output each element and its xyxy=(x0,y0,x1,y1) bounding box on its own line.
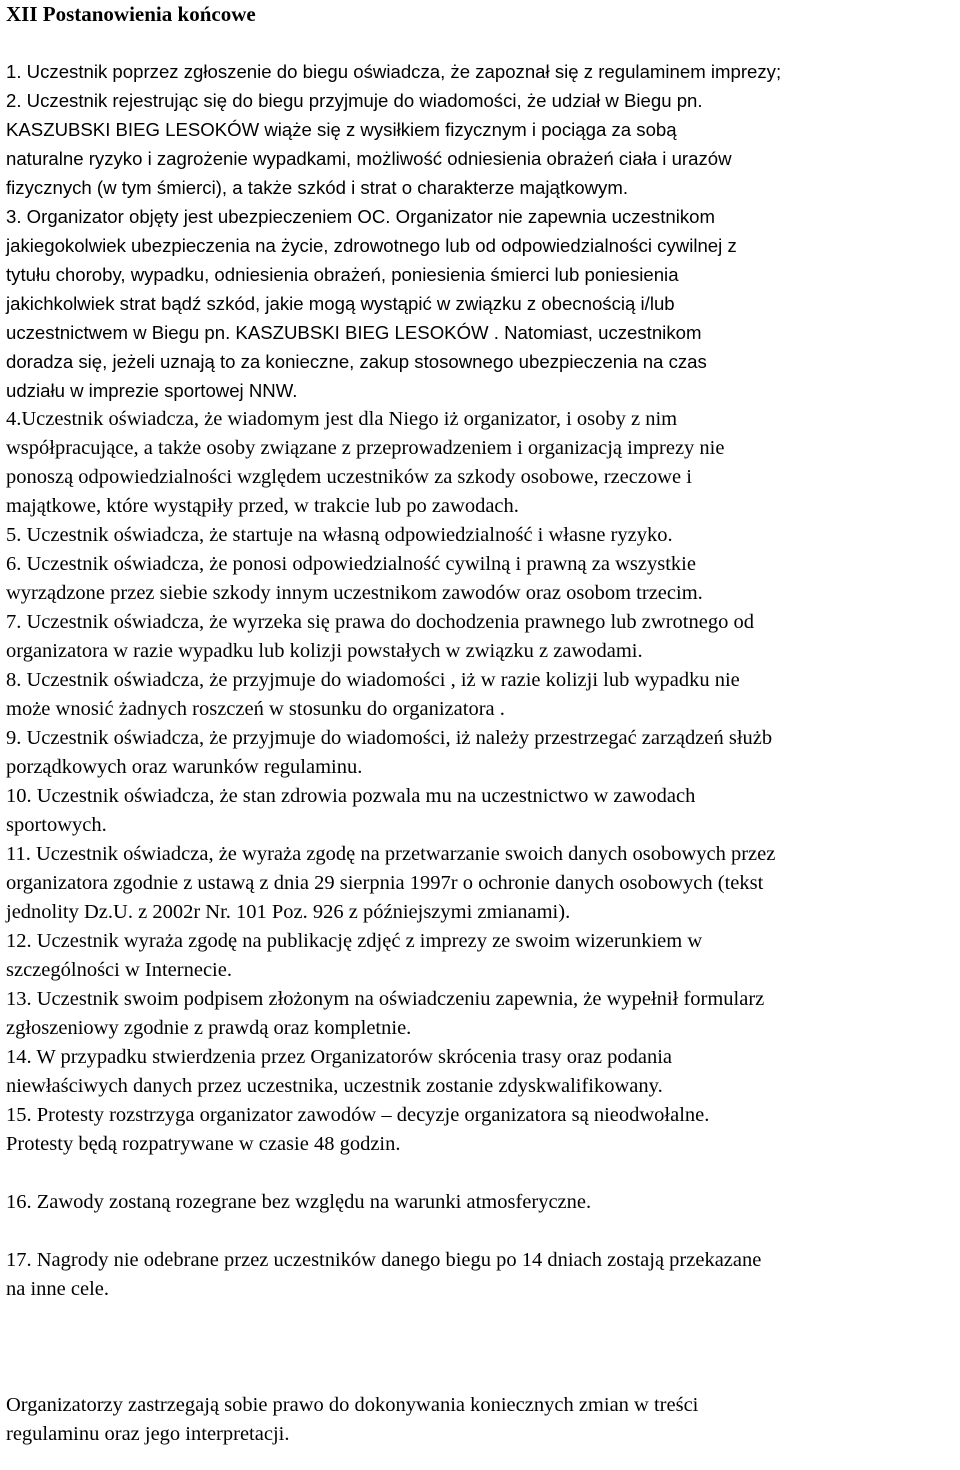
text-line: 4.Uczestnik oświadcza, że wiadomym jest dla Niego iż organizator, i osoby z nim xyxy=(6,408,678,430)
text-line: organizatora zgodnie z ustawą z dnia 29 sierpnia 1997r o ochronie danych osobowych (tekst xyxy=(6,872,764,894)
text-line: 12. Uczestnik wyraża zgodę na publikację zdjęć z imprezy ze swoim wizerunkiem w xyxy=(6,930,703,952)
text-line: zgłoszeniowy zgodnie z prawdą oraz kompletnie. xyxy=(6,1017,412,1039)
text-line: jakichkolwiek strat bądź szkód, jakie mogą wystąpić w związku z obecnością i/lub xyxy=(6,293,675,314)
text-line: 17. Nagrody nie odebrane przez uczestników danego biegu po 14 dniach zostają przekazane xyxy=(6,1249,762,1271)
text-line: 5. Uczestnik oświadcza, że startuje na własną odpowiedzialność i własne ryzyko. xyxy=(6,524,673,546)
text-line: Organizatorzy zastrzegają sobie prawo do dokonywania koniecznych zmian w treści xyxy=(6,1394,699,1416)
section-title: XII Postanowienia końcowe xyxy=(6,2,256,26)
text-line: wyrządzone przez siebie szkody innym uczestnikom zawodów oraz osobom trzecim. xyxy=(6,582,703,604)
text-line: 16. Zawody zostaną rozegrane bez względu na warunki atmosferyczne. xyxy=(6,1191,592,1213)
blank-gap xyxy=(6,1304,956,1391)
text-line: porządkowych oraz warunków regulaminu. xyxy=(6,756,363,778)
text-line: organizatora w razie wypadku lub kolizji powstałych w związku z zawodami. xyxy=(6,640,643,662)
text-line: na inne cele. xyxy=(6,1278,110,1300)
text-line: 9. Uczestnik oświadcza, że przyjmuje do wiadomości, iż należy przestrzegać zarządzeń służb xyxy=(6,727,773,749)
text-line: 8. Uczestnik oświadcza, że przyjmuje do wiadomości , iż w razie kolizji lub wypadku nie xyxy=(6,669,740,691)
text-line: 11. Uczestnik oświadcza, że wyraża zgodę na przetwarzanie swoich danych osobowych przez xyxy=(6,843,776,865)
blank-line xyxy=(6,1159,956,1188)
text-line: sportowych. xyxy=(6,814,107,836)
text-line: ponoszą odpowiedzialności względem uczestników za szkody osobowe, rzeczowe i xyxy=(6,466,692,488)
text-line: 3. Organizator objęty jest ubezpieczeniem OC. Organizator nie zapewnia uczestnikom xyxy=(6,206,715,227)
document-page xyxy=(6,0,956,1449)
text-line: niewłaściwych danych przez uczestnika, uczestnik zostanie zdyskwalifikowany. xyxy=(6,1075,663,1097)
text-line: szczególności w Internecie. xyxy=(6,959,232,981)
text-line: 6. Uczestnik oświadcza, że ponosi odpowiedzialność cywilną i prawną za wszystkie xyxy=(6,553,696,575)
blank-line xyxy=(6,1217,956,1246)
text-line: 14. W przypadku stwierdzenia przez Organizatorów skrócenia trasy oraz podania xyxy=(6,1046,672,1068)
text-line: uczestnictwem w Biegu pn. KASZUBSKI BIEG LESOKÓW . Natomiast, uczestnikom xyxy=(6,322,702,343)
text-line: majątkowe, które wystąpiły przed, w trakcie lub po zawodach. xyxy=(6,495,519,517)
text-line: 7. Uczestnik oświadcza, że wyrzeka się prawa do dochodzenia prawnego lub zwrotnego od xyxy=(6,611,754,633)
text-line: 13. Uczestnik swoim podpisem złożonym na oświadczeniu zapewnia, że wypełnił formularz xyxy=(6,988,765,1010)
text-line: 15. Protesty rozstrzyga organizator zawodów – decyzje organizatora są nieodwołalne. xyxy=(6,1104,710,1126)
text-line: Protesty będą rozpatrywane w czasie 48 godzin. xyxy=(6,1133,401,1155)
text-line: jednolity Dz.U. z 2002r Nr. 101 Poz. 926 z późniejszymi zmianami). xyxy=(6,901,571,923)
text-line: KASZUBSKI BIEG LESOKÓW wiąże się z wysiłkiem fizycznym i pociąga za sobą xyxy=(6,119,677,140)
text-line: współpracujące, a także osoby związane z przeprowadzeniem i organizacją imprezy nie xyxy=(6,437,725,459)
text-line: 1. Uczestnik poprzez zgłoszenie do biegu oświadcza, że zapoznał się z regulaminem imprezy; xyxy=(6,61,782,82)
text-line: udziału w imprezie sportowej NNW. xyxy=(6,380,298,401)
text-line: jakiegokolwiek ubezpieczenia na życie, zdrowotnego lub od odpowiedzialności cywilnej z xyxy=(6,235,737,256)
document-body xyxy=(6,57,956,1449)
spacer xyxy=(6,29,956,57)
text-line: 10. Uczestnik oświadcza, że stan zdrowia pozwala mu na uczestnictwo w zawodach xyxy=(6,785,696,807)
text-line: tytułu choroby, wypadku, odniesienia obrażeń, poniesienia śmierci lub poniesienia xyxy=(6,264,679,285)
text-line: może wnosić żadnych roszczeń w stosunku do organizatora . xyxy=(6,698,505,720)
text-line: naturalne ryzyko i zagrożenie wypadkami, możliwość odniesienia obrażeń ciała i urazów xyxy=(6,148,732,169)
text-line: 2. Uczestnik rejestrując się do biegu przyjmuje do wiadomości, że udział w Biegu pn. xyxy=(6,90,703,111)
text-line: doradza się, jeżeli uznają to za konieczne, zakup stosownego ubezpieczenia na czas xyxy=(6,351,707,372)
text-line: regulaminu oraz jego interpretacji. xyxy=(6,1423,290,1445)
text-line: fizycznych (w tym śmierci), a także szkód i strat o charakterze majątkowym. xyxy=(6,177,629,198)
